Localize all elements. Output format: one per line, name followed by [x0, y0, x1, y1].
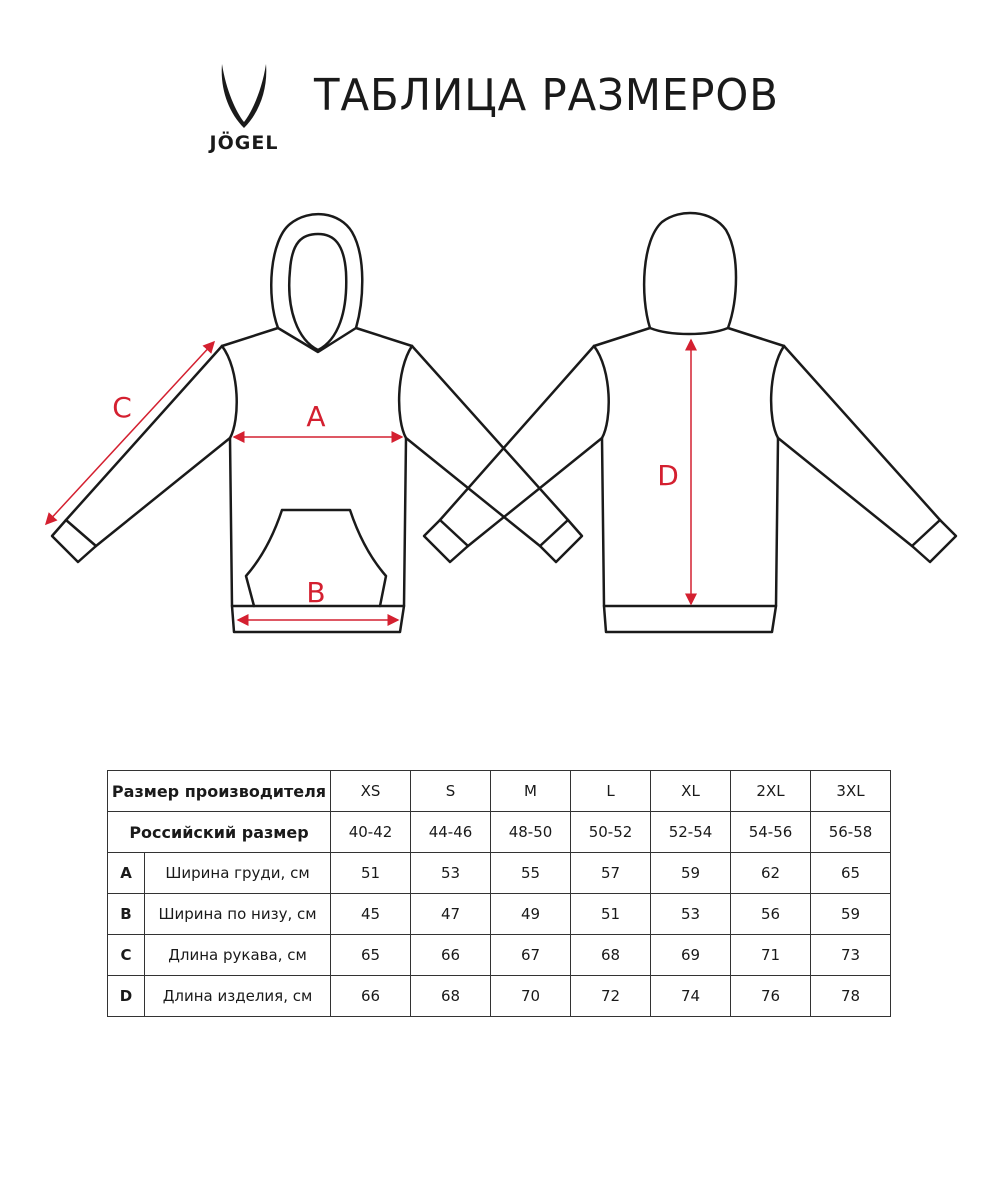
back-hood [644, 213, 736, 334]
size-cell: 3XL [811, 771, 891, 812]
value-cell: 66 [411, 935, 491, 976]
russian-size-cell: 54-56 [731, 812, 811, 853]
row-letter: C [108, 935, 145, 976]
size-cell: 2XL [731, 771, 811, 812]
value-cell: 68 [411, 976, 491, 1017]
back-waistband [604, 606, 776, 632]
size-cell: XS [331, 771, 411, 812]
row-name: Ширина по низу, см [145, 894, 331, 935]
back-left-sleeve [440, 346, 602, 546]
value-cell: 51 [331, 853, 411, 894]
table-row [108, 853, 891, 894]
row-letter: B [108, 894, 145, 935]
russian-size-cell: 40-42 [331, 812, 411, 853]
value-cell: 68 [571, 935, 651, 976]
manufacturer-size-label: Размер производителя [108, 771, 331, 812]
front-left-sleeve [66, 346, 230, 546]
size-table [107, 770, 891, 1017]
value-cell: 76 [731, 976, 811, 1017]
value-cell: 66 [331, 976, 411, 1017]
value-cell: 59 [651, 853, 731, 894]
value-cell: 78 [811, 976, 891, 1017]
value-cell: 51 [571, 894, 651, 935]
front-hood-opening [289, 234, 346, 350]
value-cell: 53 [411, 853, 491, 894]
value-cell: 59 [811, 894, 891, 935]
hoodie-back [424, 213, 956, 632]
value-cell: 65 [811, 853, 891, 894]
value-cell: 57 [571, 853, 651, 894]
measurement-lines [46, 340, 691, 620]
table-row [108, 935, 891, 976]
page-title: ТАБЛИЦА РАЗМЕРОВ [314, 70, 779, 121]
value-cell: 53 [651, 894, 731, 935]
value-cell: 45 [331, 894, 411, 935]
size-cell: M [491, 771, 571, 812]
back-right-sleeve [778, 346, 940, 546]
row-letter: A [108, 853, 145, 894]
brand-emblem-icon [192, 60, 296, 130]
value-cell: 49 [491, 894, 571, 935]
russian-size-cell: 56-58 [811, 812, 891, 853]
value-cell: 72 [571, 976, 651, 1017]
table-row [108, 976, 891, 1017]
value-cell: 73 [811, 935, 891, 976]
russian-size-cell: 52-54 [651, 812, 731, 853]
size-cell: L [571, 771, 651, 812]
brand-name: JÖGEL [209, 132, 279, 154]
value-cell: 62 [731, 853, 811, 894]
value-cell: 47 [411, 894, 491, 935]
label-a: A [306, 400, 326, 433]
row-name: Ширина груди, см [145, 853, 331, 894]
value-cell: 55 [491, 853, 571, 894]
brand-logo [192, 60, 296, 160]
value-cell: 65 [331, 935, 411, 976]
russian-size-label: Российский размер [108, 812, 331, 853]
russian-size-row [108, 812, 891, 853]
hoodie-diagram [0, 200, 1000, 660]
front-right-sleeve [406, 346, 568, 546]
label-b: B [306, 576, 326, 609]
size-cell: XL [651, 771, 731, 812]
table-row [108, 894, 891, 935]
manufacturer-size-row [108, 771, 891, 812]
russian-size-cell: 44-46 [411, 812, 491, 853]
row-name: Длина рукава, см [145, 935, 331, 976]
value-cell: 74 [651, 976, 731, 1017]
back-body [594, 346, 784, 606]
russian-size-cell: 50-52 [571, 812, 651, 853]
measure-c [46, 342, 214, 524]
value-cell: 67 [491, 935, 571, 976]
label-c: C [112, 391, 132, 424]
value-cell: 71 [731, 935, 811, 976]
value-cell: 69 [651, 935, 731, 976]
size-cell: S [411, 771, 491, 812]
value-cell: 70 [491, 976, 571, 1017]
value-cell: 56 [731, 894, 811, 935]
front-body [222, 346, 412, 606]
row-name: Длина изделия, см [145, 976, 331, 1017]
row-letter: D [108, 976, 145, 1017]
label-d: D [657, 459, 679, 492]
russian-size-cell: 48-50 [491, 812, 571, 853]
front-waistband [232, 606, 404, 632]
